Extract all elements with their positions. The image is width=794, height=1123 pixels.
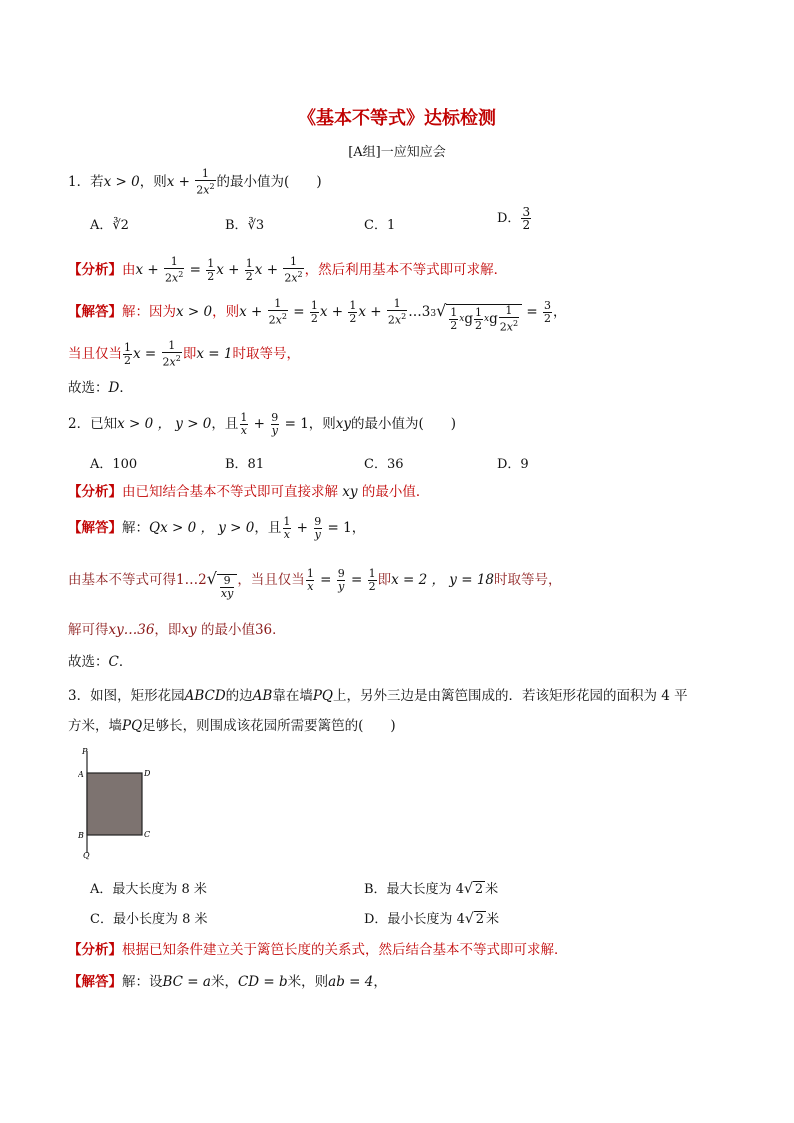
- q2-option-a: A．100: [90, 457, 138, 472]
- label-b: B: [78, 831, 84, 840]
- q3-option-b: B．最大长度为 4√ 2 米: [364, 881, 499, 897]
- q1-stem: 1．若x > 0，则x + $\frac{1}{2x^2}$ 的最小值为( ): [68, 167, 322, 197]
- page-title: 《基本不等式》达标检测: [298, 108, 496, 129]
- label-q: Q: [83, 851, 90, 860]
- q2-solution: 【解答】解：Qx > 0 ， y > 0，且 $\frac{1}{x}$ + $\frac{9}{y}$ = 1，: [68, 515, 366, 541]
- q1-analysis: 【分析】由x + $\frac{1}{2x^2}$ = $\frac{1}{2}$ x + $\frac{1}{2}$ x + $\frac{1}{2x^2}$ ，然后利用基本不等式即可求解．: [68, 255, 508, 285]
- label-d: D: [144, 769, 151, 778]
- q2-option-c: C．36: [364, 457, 404, 472]
- q1-option-a: A．∛2: [90, 218, 129, 233]
- q1-answer: 故选：D．: [68, 380, 133, 396]
- q2-option-d: D．9: [497, 457, 529, 472]
- q3-stem-line2: 方米，墙PQ足够长，则围成该花园所需要篱笆的( ): [68, 718, 396, 734]
- q3-solution: 【解答】解：设BC = a米，CD = b米，则ab = 4，: [68, 974, 387, 990]
- garden-figure: [78, 745, 158, 860]
- q3-stem-line1: 3．如图，矩形花园ABCD的边AB靠在墙PQ上，另外三边是由篱笆围成的．若该矩形花园的面积为 4 平: [68, 688, 688, 704]
- q1-option-b: B．∛3: [225, 218, 265, 233]
- q2-solution-line2: 由基本不等式可得1…2√ $\frac{9}{xy}$ ，当且仅当 $\frac{1}{x}$ = $\frac{9}{y}$ = $\frac{1}{2}$ 即x = 2 ， y = 18时取等号，: [68, 567, 562, 600]
- q1-option-d: D． $\frac{3}{2}$: [497, 205, 531, 232]
- q1-option-c: C．1: [364, 218, 396, 233]
- q3-option-c: C．最小长度为 8 米: [90, 912, 208, 927]
- q2-stem: 2．已知x > 0 ， y > 0，且 $\frac{1}{x}$ + $\frac{9}{y}$ = 1，则xy的最小值为( ): [68, 411, 457, 437]
- q3-option-a: A．最大长度为 8 米: [90, 882, 207, 897]
- q3-option-d: D．最小长度为 4√ 2 米: [364, 911, 500, 927]
- label-p: P: [82, 747, 88, 756]
- q1-solution-line2: 当且仅当 $\frac{1}{2}$ x = $\frac{1}{2x^2}$ 即x = 1时取等号，: [68, 339, 300, 369]
- q1-solution: 【解答】解：因为x > 0，则x + $\frac{1}{2x^2}$ = $\frac{1}{2}$ x + $\frac{1}{2}$ x + $\frac{1}{2x^2}$ …33√ $\frac{1}{2}$ x g $\frac{1}{2}$ x g $\frac{1}{2x^2}$ = $\frac{3}{2}$ ，: [68, 297, 567, 334]
- page-subtitle: [A组]一应知应会: [348, 145, 446, 160]
- label-a: A: [78, 770, 84, 779]
- q2-analysis: 【分析】由已知结合基本不等式即可直接求解 xy 的最小值．: [68, 484, 430, 500]
- q2-option-b: B．81: [225, 457, 265, 472]
- q2-answer: 故选：C．: [68, 654, 133, 670]
- label-c: C: [144, 830, 151, 839]
- q3-analysis: 【分析】根据已知条件建立关于篱笆长度的关系式，然后结合基本不等式即可求解．: [68, 942, 568, 958]
- q2-solution-line3: 解可得xy…36，即xy 的最小值36．: [68, 622, 286, 638]
